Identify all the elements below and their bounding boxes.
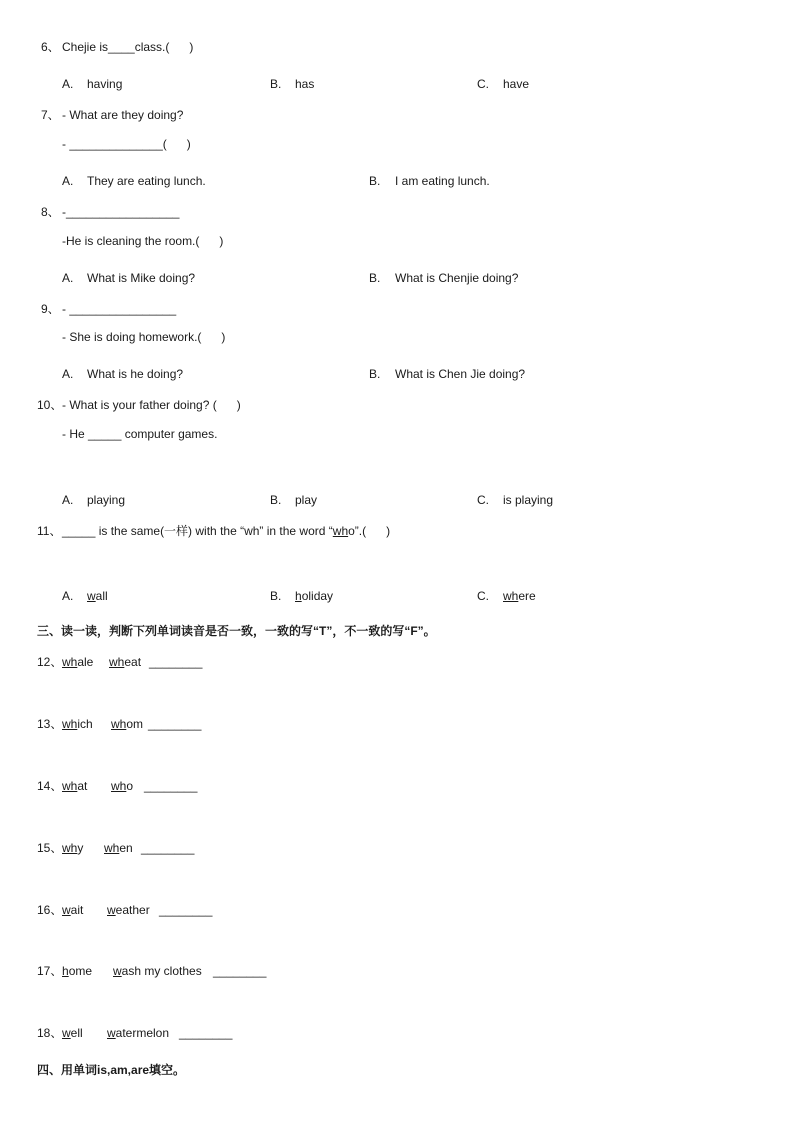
q11-option-a-underlined: w: [87, 589, 96, 603]
q10-number: 10、: [37, 398, 63, 412]
pair-word1-rest: at: [77, 779, 88, 793]
q10-option-b-letter: B.: [270, 493, 282, 507]
q10-line2: - He _____ computer games.: [62, 427, 218, 441]
pair-word2-rest: eather: [115, 903, 150, 917]
q8-line2: -He is cleaning the room.( ): [62, 234, 224, 248]
pair-word2: [111, 717, 143, 731]
pair-word2-underlined: w: [107, 1026, 116, 1040]
q11-option-a-rest: all: [95, 589, 108, 603]
q8-option-b: What is Chenjie doing?: [395, 271, 519, 285]
q11-option-b-rest: oliday: [301, 589, 334, 603]
pair-number: 15、: [37, 841, 63, 855]
q8-option-a: What is Mike doing?: [87, 271, 196, 285]
pair-word1-underlined: wh: [62, 717, 78, 731]
q9-line2: - She is doing homework.( ): [62, 330, 226, 344]
q11-stem-post: o”.( ): [348, 524, 391, 538]
pair-word2-underlined: wh: [111, 717, 127, 731]
q7-line1: - What are they doing?: [62, 108, 184, 122]
pair-word1-underlined: w: [62, 903, 71, 917]
q7-option-b: I am eating lunch.: [395, 174, 490, 188]
pair-word2-underlined: w: [107, 903, 116, 917]
pair-word2-underlined: w: [113, 964, 122, 978]
pair-number: 13、: [37, 717, 63, 731]
pair-word1-rest: ale: [77, 655, 94, 669]
pair-word2: [111, 779, 133, 793]
pair-word2: [104, 841, 133, 855]
pair-word2: [107, 903, 150, 917]
pair-answer-blank[interactable]: ________: [159, 903, 213, 917]
q8-number: 8、: [41, 205, 60, 219]
pair-answer-blank[interactable]: ________: [149, 655, 203, 669]
q9-line1: - ________________: [62, 302, 177, 316]
pair-word2: [109, 655, 141, 669]
q11-option-c: [503, 589, 536, 603]
pair-word1-underlined: wh: [62, 655, 78, 669]
pair-word1-rest: y: [77, 841, 84, 855]
pair-word1: [62, 841, 83, 855]
pair-number: 12、: [37, 655, 63, 669]
q7-option-b-letter: B.: [369, 174, 381, 188]
section4-heading: 四、用单词is,am,are填空。: [37, 1063, 186, 1077]
q6-option-b-letter: B.: [270, 77, 282, 91]
pair-word1-rest: ich: [77, 717, 93, 731]
pair-word2-rest: atermelon: [115, 1026, 170, 1040]
pair-word1: [62, 779, 87, 793]
pair-word2-underlined: wh: [111, 779, 127, 793]
q8-option-b-letter: B.: [369, 271, 381, 285]
q10-option-c-letter: C.: [477, 493, 489, 507]
q7-option-a: They are eating lunch.: [87, 174, 206, 188]
q10-option-b: play: [295, 493, 318, 507]
q6-stem: Chejie is____class.( ): [62, 40, 194, 54]
pair-word1-underlined: h: [62, 964, 69, 978]
q10-option-a-letter: A.: [62, 493, 74, 507]
q7-option-a-letter: A.: [62, 174, 74, 188]
pair-word1: [62, 964, 92, 978]
q10-option-a: playing: [87, 493, 126, 507]
q6-number: 6、: [41, 40, 60, 54]
pair-word2-rest: om: [126, 717, 144, 731]
pair-word1: [62, 1026, 83, 1040]
q11-option-c-rest: ere: [518, 589, 536, 603]
pair-number: 18、: [37, 1026, 63, 1040]
pair-word1-underlined: wh: [62, 841, 78, 855]
q11-option-a: [87, 589, 108, 603]
pair-number: 17、: [37, 964, 63, 978]
q11-stem-pre: _____ is the same(一样) with the “wh” in the word “: [62, 524, 333, 538]
q6-option-a: having: [87, 77, 123, 91]
q11-number: 11、: [37, 524, 62, 538]
pair-word2-rest: en: [119, 841, 133, 855]
q9-option-a: What is he doing?: [87, 367, 184, 381]
pair-answer-blank[interactable]: ________: [179, 1026, 233, 1040]
q9-option-b: What is Chen Jie doing?: [395, 367, 526, 381]
pair-word1-underlined: wh: [62, 779, 78, 793]
pair-answer-blank[interactable]: ________: [213, 964, 267, 978]
q7-line2: - ______________( ): [62, 137, 191, 151]
pair-answer-blank[interactable]: ________: [148, 717, 202, 731]
q11-option-b: [295, 589, 333, 603]
q10-line1: - What is your father doing? ( ): [62, 398, 241, 412]
pair-word2-underlined: wh: [109, 655, 125, 669]
pair-word2-rest: o: [126, 779, 134, 793]
q10-option-c: is playing: [503, 493, 554, 507]
q11-option-c-letter: C.: [477, 589, 489, 603]
pair-word1: [62, 903, 83, 917]
q6-option-c: have: [503, 77, 530, 91]
pair-word1-rest: ell: [70, 1026, 83, 1040]
q11-option-a-letter: A.: [62, 589, 74, 603]
q9-number: 9、: [41, 302, 60, 316]
pair-word2: [113, 964, 202, 978]
q7-number: 7、: [41, 108, 60, 122]
q9-option-b-letter: B.: [369, 367, 381, 381]
pair-word1: [62, 717, 93, 731]
pair-word2-rest: ash my clothes: [121, 964, 202, 978]
q11-stem: [62, 524, 390, 538]
q6-option-a-letter: A.: [62, 77, 74, 91]
q11-option-b-letter: B.: [270, 589, 282, 603]
pair-word1-rest: ome: [68, 964, 93, 978]
pair-number: 16、: [37, 903, 63, 917]
q11-option-c-underlined: wh: [503, 589, 519, 603]
q11-option-b-underlined: h: [295, 589, 302, 603]
pair-word2: [107, 1026, 169, 1040]
q11-stem-underlined: wh: [332, 524, 349, 538]
pair-answer-blank[interactable]: ________: [144, 779, 198, 793]
pair-word2-rest: eat: [124, 655, 142, 669]
pair-answer-blank[interactable]: ________: [141, 841, 195, 855]
q6-option-c-letter: C.: [477, 77, 489, 91]
q8-option-a-letter: A.: [62, 271, 74, 285]
pair-word1-rest: ait: [70, 903, 84, 917]
q6-option-b: has: [295, 77, 315, 91]
pair-number: 14、: [37, 779, 63, 793]
q8-line1: -_________________: [62, 205, 180, 219]
pair-word1-underlined: w: [62, 1026, 71, 1040]
pair-word1: [62, 655, 93, 669]
section3-heading: 三、读一读，判断下列单词读音是否一致，一致的写“T”，不一致的写“F”。: [37, 624, 436, 638]
q9-option-a-letter: A.: [62, 367, 74, 381]
pair-word2-underlined: wh: [104, 841, 120, 855]
